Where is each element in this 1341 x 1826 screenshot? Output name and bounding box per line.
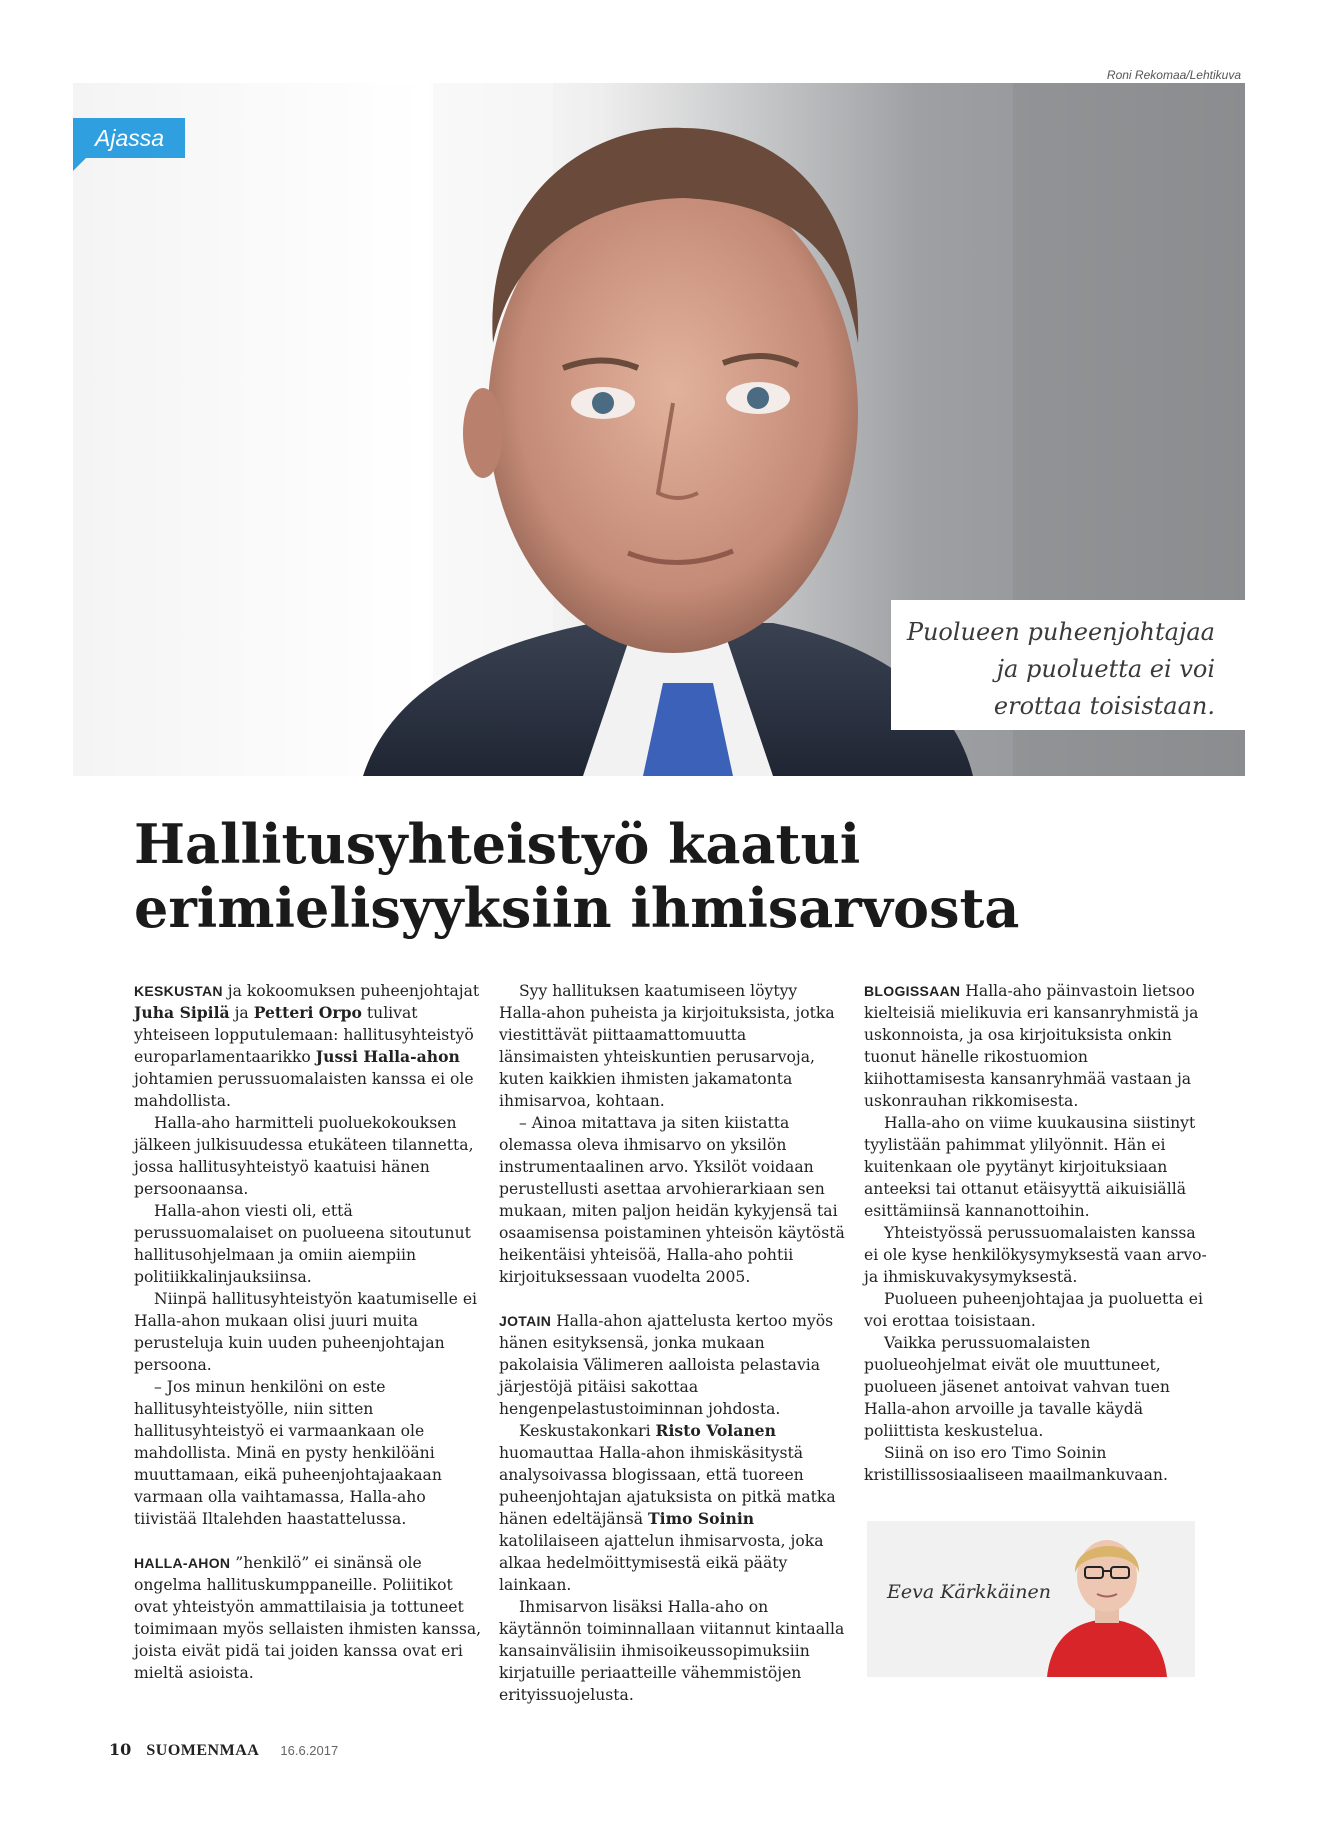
person-name: Risto Volanen — [655, 1421, 776, 1440]
paragraph: JOTAIN Halla-ahon ajattelusta kertoo myös hänen esityksensä, jonka mukaan pakolaisia Välimeren aalloista pelastavia järjestöjä pitäisi sakottaa hengenpelastustoiminnan johdosta. — [499, 1312, 834, 1418]
person-name: Jussi Halla-ahon — [315, 1047, 460, 1066]
paragraph: – Ainoa mitattava ja siten kiistatta olemassa oleva ihmisarvo on yksilön instrumentaalinen arvo. Yksilöt voidaan perustellusti asettaa arvohierarkiaan sen mukaan, miten paljon heidän kykyjensä tai osaamisensa poistaminen yhteisön käytöstä heikentäisi yhteisöä, Halla-aho pohtii kirjoituksessaan vuodelta 2005. — [499, 1114, 845, 1286]
author-name: Eeva Kärkkäinen — [887, 1581, 1051, 1603]
article-column-1 — [134, 980, 484, 1684]
article-column-3 — [864, 980, 1214, 1486]
lead-word: HALLA-AHON — [134, 1555, 231, 1571]
lead-word: BLOGISSAAN — [864, 983, 961, 999]
page-footer — [109, 1740, 338, 1760]
paragraph: KESKUSTAN ja kokoomuksen puheenjohtajat Juha Sipilä ja Petteri Orpo tulivat yhteiseen lopputulemaan: hallitusyhteistyö europarlamentaarikko Jussi Halla-ahon johtamien perussuomalaisten kanssa ei ole mahdollista. — [134, 982, 480, 1110]
article-column-2 — [499, 980, 849, 1706]
paragraph: Niinpä hallitusyhteistyön kaatumiselle ei Halla-ahon mukaan olisi juuri muita perusteluja kuin uuden puheenjohtajan persoona. — [134, 1290, 478, 1374]
magazine-name: SUOMENMAA — [146, 1742, 260, 1759]
person-name: Petteri Orpo — [253, 1003, 362, 1022]
pull-quote — [891, 600, 1245, 730]
paragraph: BLOGISSAAN Halla-aho päinvastoin lietsoo kielteisiä mielikuvia eri kansanryhmistä ja uskonnoista, ja osa kirjoituksista onkin tuonut hänelle rikostuomion kiihottamisesta kansanryhmää vastaan ja uskonrauhan rikkomisesta. — [864, 982, 1199, 1110]
paragraph: Syy hallituksen kaatumiseen löytyy Halla-ahon puheista ja kirjoituksista, jotka viestittävät piittaamattomuutta länsimaisten yhteiskuntien perusarvoja, kuten kaikkien ihmisten jakamatonta ihmisarvoa, kohtaan. — [499, 982, 835, 1110]
lead-word: JOTAIN — [499, 1313, 552, 1329]
lead-word: KESKUSTAN — [134, 983, 223, 999]
author-box — [867, 1521, 1195, 1677]
paragraph: Puolueen puheenjohtajaa ja puoluetta ei voi erottaa toisistaan. — [864, 1290, 1203, 1330]
headline-line: Hallitusyhteistyö kaatui — [134, 812, 861, 876]
pull-quote-line: Puolueen puheenjohtajaa — [906, 618, 1215, 646]
paragraph: HALLA-AHON ”henkilö” ei sinänsä ole ongelma hallituskumppaneille. Poliitikot ovat yhteistyön ammattilaisia ja tottuneet toimimaan myös sellaisten ihmisten kanssa, joista eivät pidä tai joiden kanssa ovat eri mieltä asioista. — [134, 1554, 482, 1682]
paragraph: – Jos minun henkilöni on este hallitusyhteistyölle, niin sitten hallitusyhteistyö ei varmaankaan ole mahdollista. Minä en pysty henkilöäni muuttamaan, eikä puheenjohtajaakaan varmaan olla vaihtamassa, Halla-aho tiivistää Iltalehden haastattelussa. — [134, 1378, 442, 1528]
paragraph: Ihmisarvon lisäksi Halla-aho on käytännön toiminnallaan viitannut kintaalla kansainvälisiin ihmisoikeussopimuksiin kirjatuille periaatteille vähemmistöjen erityissuojelusta. — [499, 1598, 845, 1704]
headline-line: erimielisyyksiin ihmisarvosta — [134, 876, 1020, 940]
issue-date: 16.6.2017 — [280, 1743, 339, 1758]
paragraph: Halla-ahon viesti oli, että perussuomalaiset on puolueena sitoutunut hallitusohjelmaan ja omiin aiempiin politiikkalinjauksiinsa. — [134, 1202, 471, 1286]
paragraph: Yhteistyössä perussuomalaisten kanssa ei ole kyse henkilökysymyksestä vaan arvo- ja ihmiskuvakysymyksestä. — [864, 1224, 1207, 1286]
pull-quote-line: ja puoluetta ei voi — [996, 655, 1215, 683]
paragraph: Vaikka perussuomalaisten puolueohjelmat eivät ole muuttuneet, puolueen jäsenet antoivat vahvan tuen Halla-ahon arvoille ja tavalle käydä poliittista keskustelua. — [864, 1334, 1170, 1440]
person-name: Timo Soinin — [648, 1509, 755, 1528]
photo-credit: Roni Rekomaa/Lehtikuva — [1106, 68, 1241, 82]
paragraph: Siinä on iso ero Timo Soinin kristillissosiaaliseen maailmankuvaan. — [864, 1444, 1168, 1484]
paragraph: Halla-aho on viime kuukausina siistinyt tyylistään pahimmat ylilyönnit. Hän ei kuitenkaan ole pyytänyt kirjoituksiaan anteeksi tai ottanut etäisyyttä aikuisiällä esittämiinsä kannanottoihin. — [864, 1114, 1196, 1220]
paragraph: Keskustakonkari Risto Volanen huomauttaa Halla-ahon ihmiskäsitystä analysoivassa blogissaan, että tuoreen puheenjohtajan ajatuksista on pitkä matka hänen edeltäjänsä Timo Soinin katolilaiseen ajattelun ihmisarvosta, joka alkaa hedelmöittymisestä eikä pääty lainkaan. — [499, 1421, 836, 1594]
person-name: Juha Sipilä — [134, 1003, 230, 1022]
section-tag: Ajassa — [73, 118, 185, 158]
article-headline — [134, 812, 1034, 940]
paragraph: Halla-aho harmitteli puoluekokouksen jälkeen julkisuudessa etukäteen tilannetta, jossa hallitusyhteistyö kaatuisi hänen persoonaansa. — [134, 1114, 474, 1198]
section-tag-tail — [73, 158, 86, 171]
page-number: 10 — [109, 1740, 132, 1759]
pull-quote-line: erottaa toisistaan. — [993, 692, 1215, 720]
